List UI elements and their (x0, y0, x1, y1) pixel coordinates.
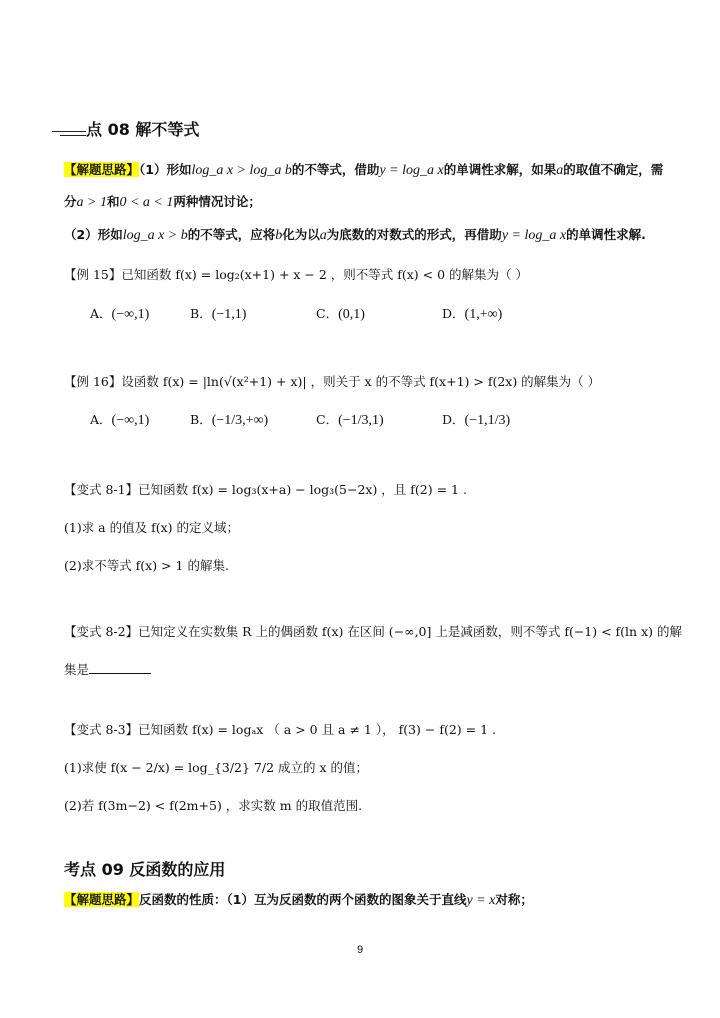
section-08-idea-line-2: 分a > 1和0 < a < 1两种情况讨论； (64, 194, 261, 210)
heading-rule (52, 131, 86, 132)
math-inline: 0 < a < 1 (119, 195, 174, 210)
example-16-option-d: D．(−1,1/3) (442, 412, 511, 428)
section-09-title: 考点 09 反函数的应用 (64, 860, 226, 879)
section-09-idea-line-1: 【解题思路】反函数的性质：（1）互为反函数的两个函数的图象关于直线y = x对称； (64, 892, 533, 908)
variant-8-1-question-2: (2)求不等式 f(x) > 1 的解集. (64, 558, 229, 573)
variant-8-3-question-2: (2)若 f(3m−2) < f(2m+5) ，求实数 m 的取值范围. (64, 798, 363, 813)
math-inline: b (275, 228, 283, 243)
math-inline: y = x (466, 893, 496, 908)
section-08-title: 点 08 解不等式 (86, 120, 200, 139)
math-inline: log_a x > log_a b (191, 163, 292, 178)
math-inline: y = log_a x (501, 228, 567, 243)
variant-8-1-stem: 【变式 8-1】已知函数 f(x) = log₃(x+a) − log₃(5−2x) ，且 f(2) = 1 . (64, 482, 467, 497)
example-15-option-d: D．(1,+∞) (442, 306, 503, 322)
variant-8-2-stem: 【变式 8-2】已知定义在实数集 R 上的偶函数 f(x) 在区间 (−∞,0] 上是减函数，则不等式 f(−1) < f(ln x) 的解 (64, 624, 682, 639)
math-inline: log_a x > b (122, 228, 188, 243)
section-08-idea-line-1: 【解题思路】（1）形如log_a x > log_a b的不等式，借助y = log_a x的单调性求解，如果a的取值不确定，需 (64, 162, 664, 178)
example-16-option-b: B．(−1/3,+∞) (190, 412, 269, 428)
math-inline: a > 1 (76, 195, 107, 210)
idea-tag: 【解题思路】 (64, 162, 140, 177)
page-number: 9 (356, 944, 364, 956)
example-15-option-a: A．(−∞,1) (90, 306, 150, 322)
math-inline: y = log_a x (379, 163, 444, 178)
variant-8-3-stem: 【变式 8-3】已知函数 f(x) = logₐx （ a > 0 且 a ≠ 1 ）， f(3) − f(2) = 1 . (64, 722, 496, 737)
heading-rule-2 (60, 135, 86, 136)
variant-8-2-stem-line-2: 集是 (64, 660, 670, 680)
math-inline: a (319, 228, 327, 243)
section-08-idea-line-3: （2）形如log_a x > b的不等式，应将b化为以a为底数的对数式的形式，再借助y = log_a x的单调性求解. (64, 227, 646, 243)
example-15-option-c: C．(0,1) (316, 306, 365, 322)
example-16-option-c: C．(−1/3,1) (316, 412, 384, 428)
variant-8-3-question-1: (1)求使 f(x − 2/x) = log_{3/2} 7/2 成立的 x 的值； (64, 760, 369, 775)
idea-tag: 【解题思路】 (64, 892, 140, 907)
example-16-option-a: A．(−∞,1) (90, 412, 150, 428)
example-15-stem: 【例 15】已知函数 f(x) = log₂(x+1) + x − 2 ，则不等式 f(x) < 0 的解集为（ ） (64, 267, 529, 282)
answer-blank[interactable] (89, 661, 151, 674)
variant-8-1-question-1: (1)求 a 的值及 f(x) 的定义域； (64, 520, 239, 535)
math-inline: a (556, 163, 564, 178)
example-15-option-b: B．(−1,1) (190, 306, 247, 322)
example-16-stem: 【例 16】设函数 f(x) = |ln(√(x²+1) + x)| ，则关于 x 的不等式 f(x+1) > f(2x) 的解集为（ ） (64, 374, 601, 389)
